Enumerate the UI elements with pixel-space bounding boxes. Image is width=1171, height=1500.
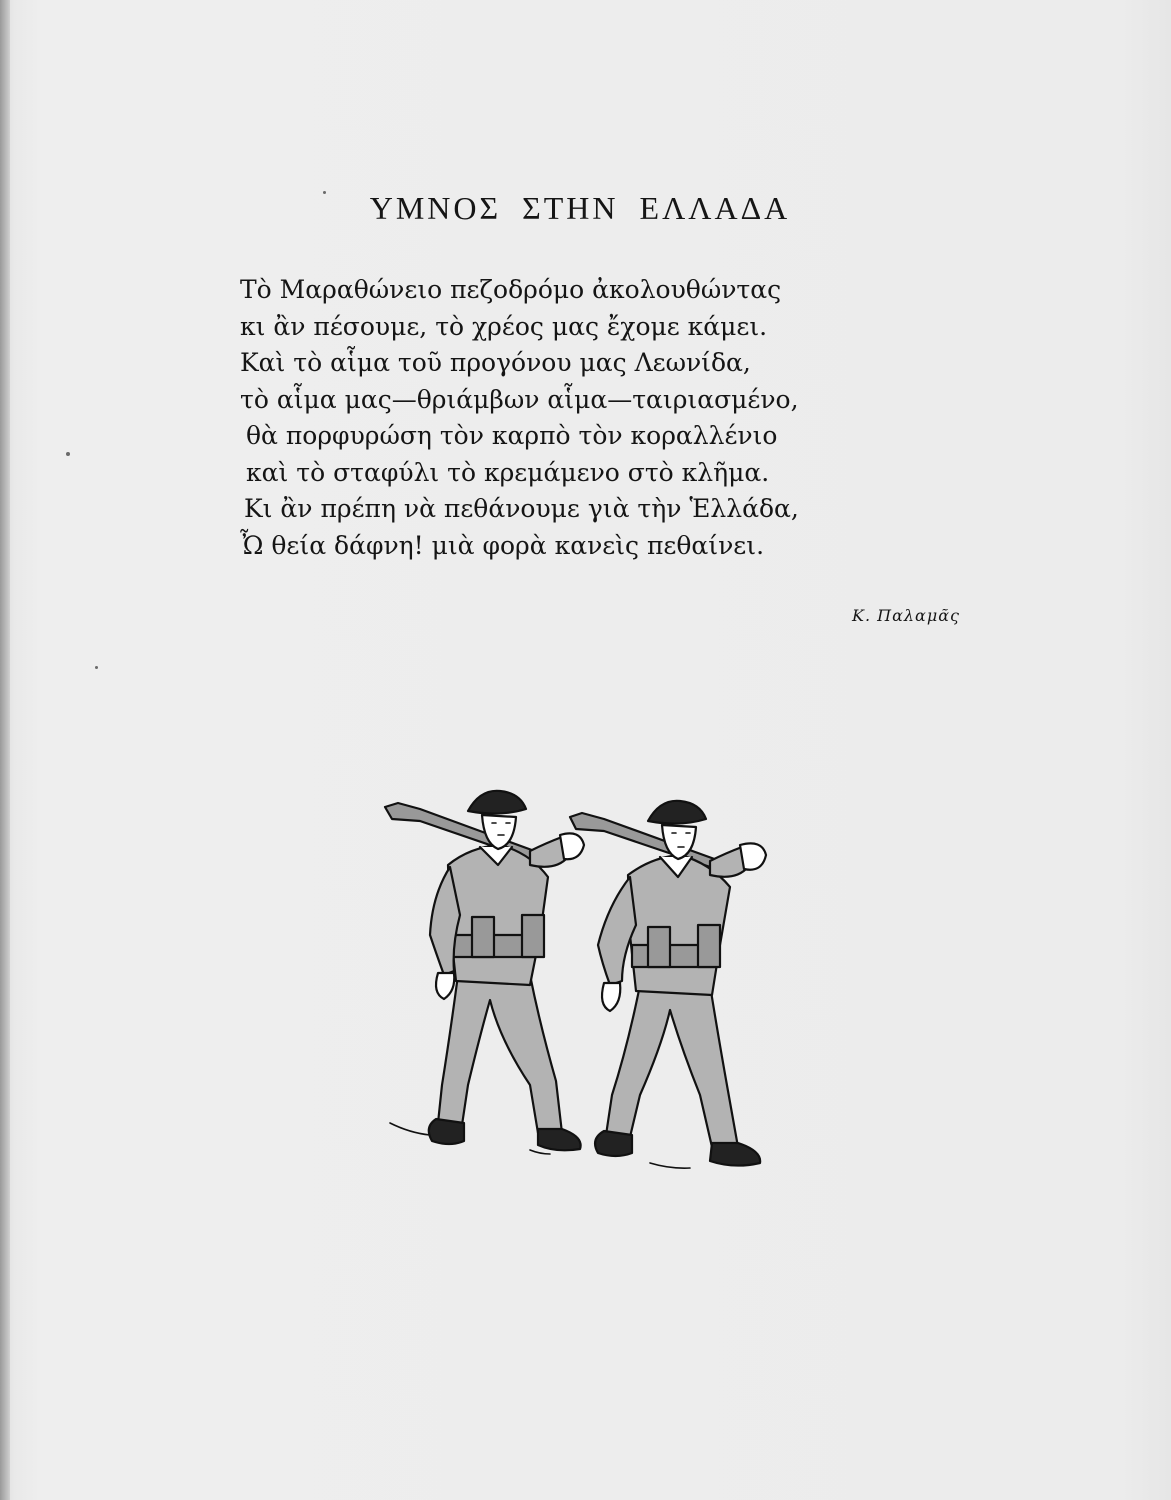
soldiers-illustration xyxy=(380,785,780,1185)
poem-line: Καὶ τὸ αἷμα τοῦ προγόνου μας Λεωνίδα, xyxy=(240,348,751,377)
poem-line: καὶ τὸ σταφύλι τὸ κρεμάμενο στὸ κλῆμα. xyxy=(246,457,770,487)
paper-speck xyxy=(95,666,98,669)
poem-author: Κ. Παλαμᾶς xyxy=(852,606,960,625)
soldier-left xyxy=(385,791,584,1151)
poem-line: Τὸ Μαραθώνειο πεζοδρόμο ἀκολουθώντας xyxy=(240,275,782,304)
paper-speck xyxy=(66,452,70,456)
poem-line: κι ἂν πέσουμε, τὸ χρέος μας ἔχομε κάμει. xyxy=(240,311,768,341)
paper-speck xyxy=(323,191,326,194)
poem-line: θὰ πορφυρώση τὸν καρπὸ τὸν κοραλλένιο xyxy=(246,421,778,450)
poem-line: τὸ αἷμα μας—θριάμβων αἷμα—ταιριασμένο, xyxy=(240,384,799,414)
book-spine-edge xyxy=(0,0,10,1500)
poem-line: Κι ἂν πρέπη νὰ πεθάνουμε γιὰ τὴν Ἑλλάδα, xyxy=(244,494,799,523)
poem-line: Ὦ θεία δάφνη! μιὰ φορὰ κανεὶς πεθαίνει. xyxy=(240,530,765,560)
poem-body xyxy=(240,272,940,564)
poem-title: ΥΜΝΟΣ ΣΤΗΝ ΕΛΛΑΔΑ xyxy=(369,190,791,226)
soldier-right xyxy=(570,801,766,1166)
